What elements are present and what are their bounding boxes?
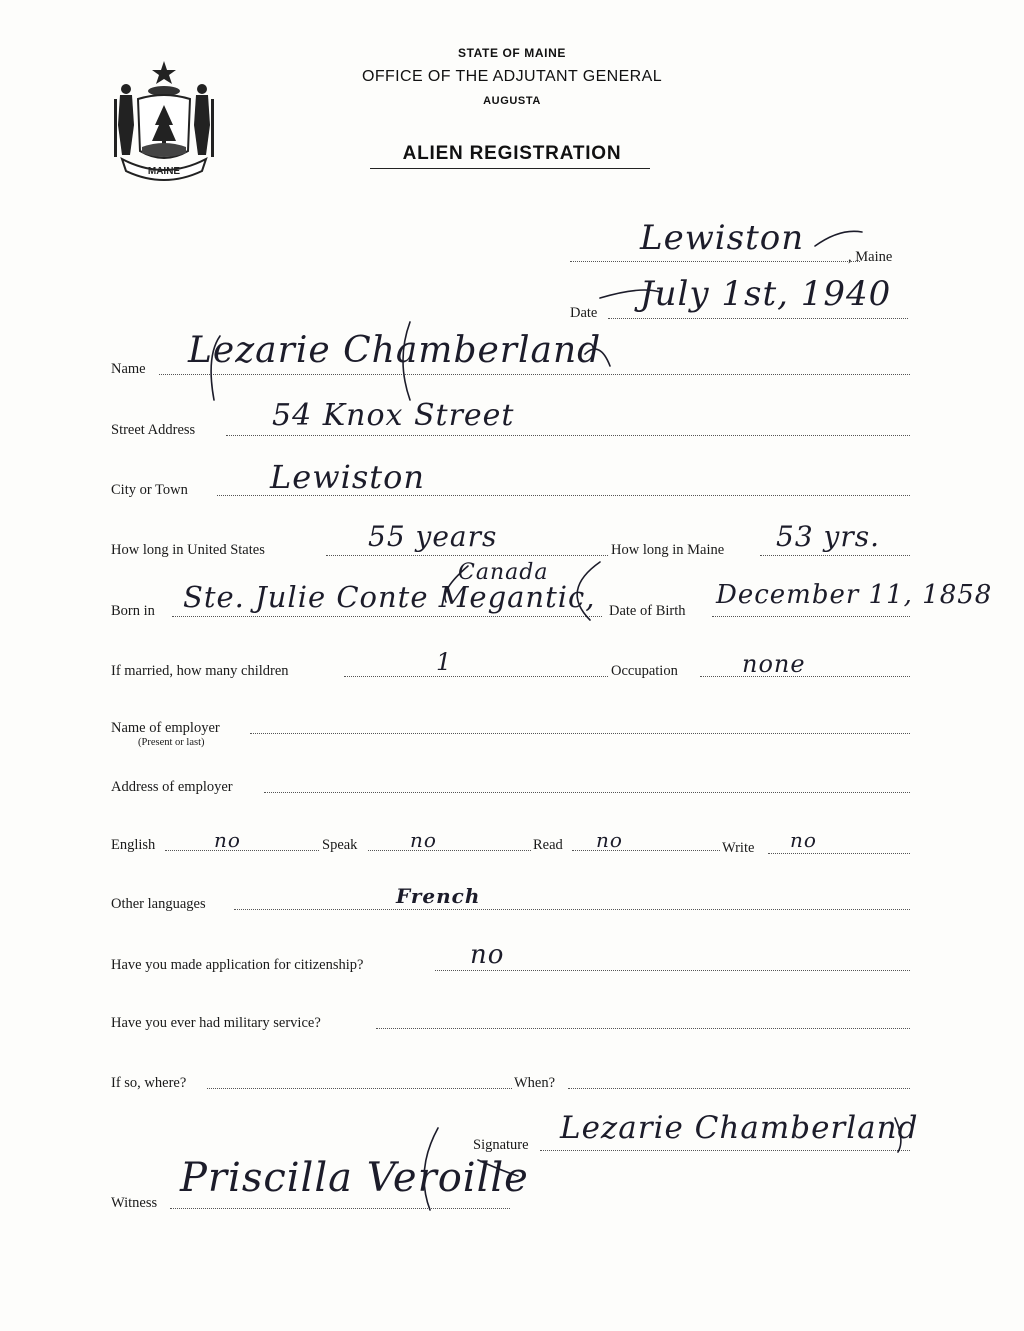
citizenship-label: Have you made application for citizenship?	[111, 957, 364, 973]
long-maine-label: How long in Maine	[611, 542, 725, 558]
when-line	[568, 1088, 910, 1089]
place-value[interactable]: Lewiston	[640, 218, 805, 258]
children-label: If married, how many children	[111, 663, 289, 679]
write-label: Write	[722, 840, 755, 856]
employer-address-label: Address of employer	[111, 779, 233, 795]
english-value[interactable]: no	[214, 828, 241, 852]
employer-address-line	[264, 792, 910, 793]
read-line	[572, 850, 720, 851]
read-value[interactable]: no	[596, 828, 623, 852]
header-city: AUGUSTA	[483, 95, 541, 107]
signature-line	[540, 1150, 910, 1151]
speak-label: Speak	[322, 837, 358, 853]
occupation-value[interactable]: none	[742, 650, 806, 678]
header-state: STATE OF MAINE	[458, 46, 566, 60]
write-value[interactable]: no	[790, 828, 817, 852]
english-line	[165, 850, 319, 851]
other-lang-line	[234, 909, 910, 910]
employer-sub-label: (Present or last)	[138, 737, 205, 748]
place-line	[570, 261, 860, 262]
long-us-line	[326, 555, 608, 556]
long-maine-line	[760, 555, 910, 556]
citizenship-line	[435, 970, 910, 971]
where-label: If so, where?	[111, 1075, 187, 1091]
place-suffix-label: , Maine	[848, 249, 893, 265]
born-line	[172, 616, 602, 617]
witness-line	[170, 1208, 510, 1209]
speak-value[interactable]: no	[410, 828, 437, 852]
witness-value[interactable]: Priscilla Veroille	[180, 1155, 529, 1201]
dob-line	[712, 616, 910, 617]
military-label: Have you ever had military service?	[111, 1015, 321, 1031]
born-value[interactable]: Ste. Julie Conte Megantic,	[183, 580, 596, 614]
long-us-label: How long in United States	[111, 542, 265, 558]
military-line	[376, 1028, 910, 1029]
street-value[interactable]: 54 Knox Street	[272, 398, 515, 433]
title-underline	[370, 168, 650, 169]
where-line	[207, 1088, 512, 1089]
other-lang-label: Other languages	[111, 896, 206, 912]
header-office: OFFICE OF THE ADJUTANT GENERAL	[361, 68, 663, 85]
date-value[interactable]: July 1st, 1940	[640, 274, 892, 314]
other-lang-value[interactable]: French	[396, 884, 481, 908]
employer-line	[250, 733, 910, 734]
seal-banner-label: MAINE	[147, 166, 181, 177]
born-note-value[interactable]: Canada	[458, 560, 549, 585]
witness-label: Witness	[111, 1195, 158, 1211]
long-us-value[interactable]: 55 years	[368, 520, 498, 553]
signature-value[interactable]: Lezarie Chamberland	[560, 1110, 919, 1146]
street-line	[226, 435, 910, 436]
when-label: When?	[514, 1075, 556, 1091]
name-line	[159, 374, 910, 375]
occupation-label: Occupation	[611, 663, 678, 679]
name-value[interactable]: Lezarie Chamberland	[188, 330, 602, 371]
speak-line	[368, 850, 531, 851]
dob-label: Date of Birth	[609, 603, 686, 619]
children-line	[344, 676, 608, 677]
children-value[interactable]: 1	[436, 648, 453, 676]
header-title: ALIEN REGISTRATION	[402, 143, 622, 164]
city-value[interactable]: Lewiston	[270, 458, 425, 496]
date-line	[608, 318, 908, 319]
city-label: City or Town	[111, 482, 188, 498]
write-line	[768, 853, 910, 854]
name-label: Name	[111, 361, 146, 377]
english-label: English	[111, 837, 156, 853]
street-label: Street Address	[111, 422, 196, 438]
employer-label: Name of employer	[111, 720, 220, 736]
born-label: Born in	[111, 603, 155, 619]
signature-label: Signature	[473, 1137, 529, 1153]
read-label: Read	[533, 837, 563, 853]
long-maine-value[interactable]: 53 yrs.	[776, 520, 881, 553]
citizenship-value[interactable]: no	[470, 940, 505, 970]
dob-value[interactable]: December 11, 1858	[716, 580, 993, 610]
date-label: Date	[570, 305, 598, 321]
